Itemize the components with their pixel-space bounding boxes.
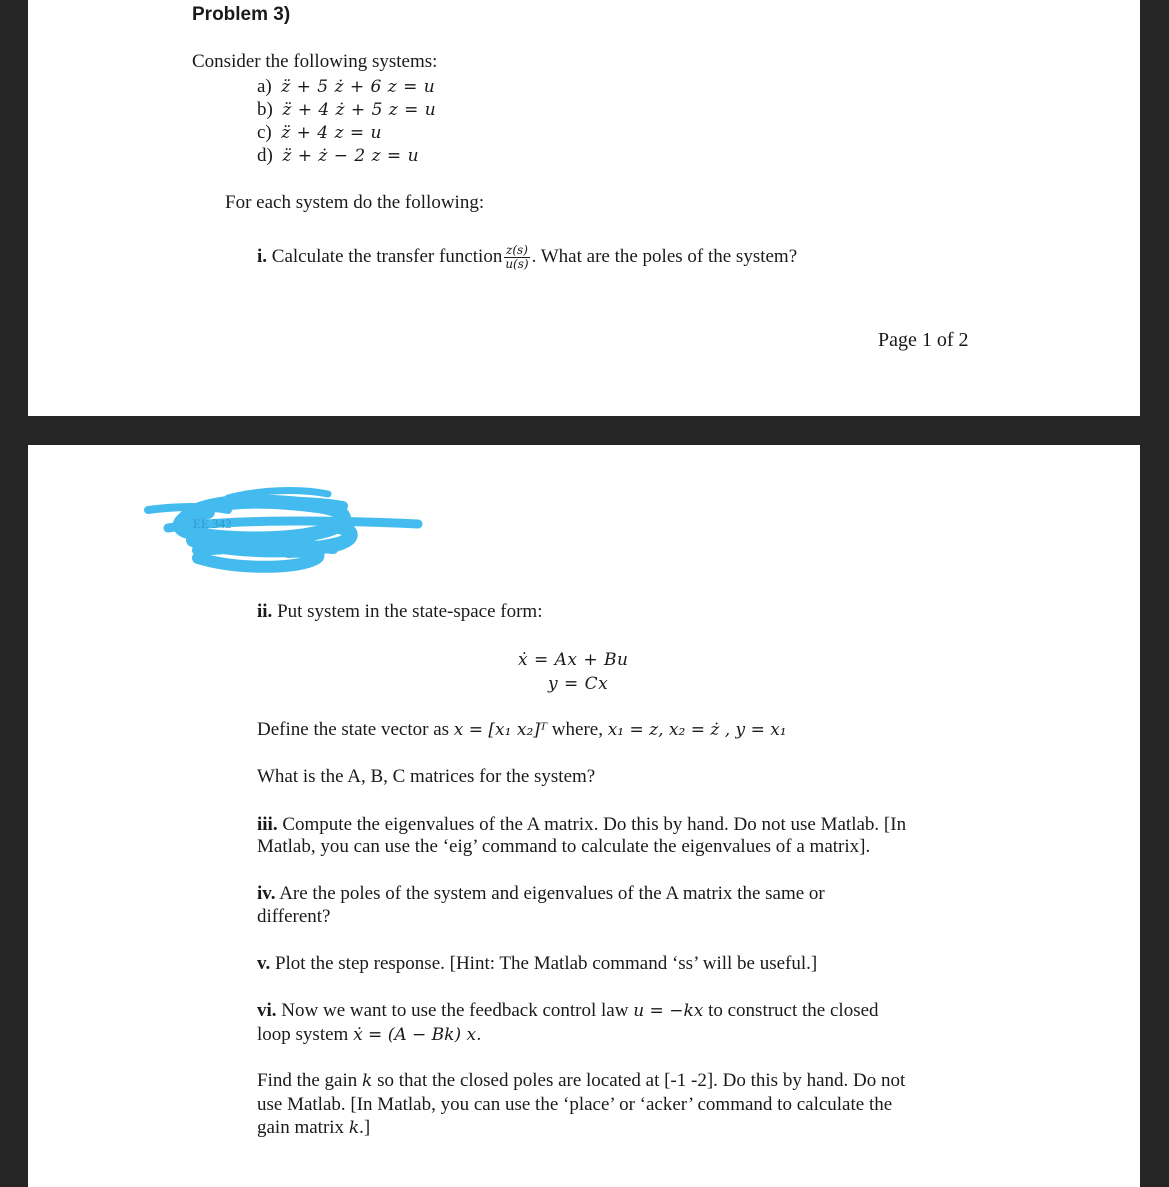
part-number: v. bbox=[257, 953, 271, 974]
part-iv-text: Are the poles of the system and eigenvalues of the A matrix the same or bbox=[279, 883, 825, 904]
part-i bbox=[257, 243, 797, 271]
system-equation: z̈ + 4 ż + 5 z = u bbox=[282, 100, 437, 120]
find-gain-line-3 bbox=[257, 1117, 370, 1139]
system-label: c) bbox=[257, 122, 272, 143]
gain-symbol: k bbox=[348, 1118, 360, 1138]
system-equation: z̈ + ż − 2 z = u bbox=[282, 146, 420, 166]
part-number: iv. bbox=[257, 883, 276, 904]
find-text-d: .] bbox=[359, 1117, 371, 1138]
problem-heading: Problem 3) bbox=[192, 4, 291, 25]
system-a bbox=[257, 76, 435, 98]
part-vi-text-a: Now we want to use the feedback control law bbox=[281, 1000, 629, 1021]
part-iii-line-2: Matlab, you can use the ‘eig’ command to calculate the eigenvalues of a matrix]. bbox=[257, 836, 871, 857]
system-label: b) bbox=[257, 99, 273, 120]
fraction-denominator: u(s) bbox=[505, 257, 529, 272]
part-ii bbox=[257, 601, 542, 623]
fraction-numerator: z(s) bbox=[506, 243, 528, 258]
part-i-text: Calculate the transfer function bbox=[271, 246, 503, 267]
state-equation: ẋ = Ax + Bu bbox=[518, 650, 629, 670]
part-number: i. bbox=[257, 246, 268, 267]
define-where: where, bbox=[551, 719, 603, 740]
control-law: u = −kx bbox=[633, 1001, 704, 1021]
define-math-1: x = [x₁ x₂]ᵀ bbox=[453, 720, 548, 740]
part-number: vi. bbox=[257, 1000, 277, 1021]
closed-loop-equation: ẋ = (A − Bk) x. bbox=[353, 1025, 482, 1045]
define-math-2: x₁ = z, x₂ = ż , y = x₁ bbox=[607, 720, 787, 740]
find-gain-line-1 bbox=[257, 1070, 905, 1092]
output-equation: y = Cx bbox=[548, 674, 609, 694]
gain-symbol: k bbox=[362, 1071, 373, 1091]
find-text-a: Find the gain bbox=[257, 1070, 358, 1091]
part-vi-line-1 bbox=[257, 1000, 879, 1022]
system-label: d) bbox=[257, 145, 273, 166]
part-iii-line-1 bbox=[257, 814, 906, 836]
system-equation: z̈ + 5 ż + 6 z = u bbox=[281, 77, 436, 97]
part-i-question: . What are the poles of the system? bbox=[531, 246, 798, 267]
find-gain-line-2: use Matlab. [In Matlab, you can use the ‘place’ or ‘acker’ command to calculate the bbox=[257, 1094, 893, 1115]
find-text-c: gain matrix bbox=[257, 1117, 345, 1138]
matrices-question: What is the A, B, C matrices for the system? bbox=[257, 766, 596, 787]
redacted-course-code: EE 342 bbox=[193, 516, 232, 531]
page-2 bbox=[28, 445, 1140, 1187]
part-vi-text-b: to construct the closed bbox=[708, 1000, 879, 1021]
redaction-scribble bbox=[138, 470, 423, 580]
intro-text: Consider the following systems: bbox=[192, 51, 438, 72]
part-v-text: Plot the step response. [Hint: The Matlab command ‘ss’ will be useful.] bbox=[274, 953, 818, 974]
system-label: a) bbox=[257, 76, 272, 97]
part-iii-text: Compute the eigenvalues of the A matrix. Do this by hand. Do not use Matlab. [In bbox=[282, 814, 907, 835]
system-equation: z̈ + 4 z = u bbox=[281, 123, 382, 143]
system-c bbox=[257, 122, 382, 144]
part-number: iii. bbox=[257, 814, 278, 835]
state-vector-definition bbox=[257, 719, 787, 741]
part-iv-line-2: different? bbox=[257, 906, 331, 927]
define-prefix: Define the state vector as bbox=[257, 719, 450, 740]
part-iv-line-1 bbox=[257, 883, 825, 905]
part-ii-text: Put system in the state-space form: bbox=[277, 601, 543, 622]
page-1 bbox=[28, 0, 1140, 416]
part-vi-text-c: loop system bbox=[257, 1024, 349, 1045]
system-b bbox=[257, 99, 436, 121]
page-number: Page 1 of 2 bbox=[878, 329, 969, 351]
part-number: ii. bbox=[257, 601, 273, 622]
transfer-function-fraction bbox=[504, 244, 529, 271]
part-v bbox=[257, 953, 817, 975]
system-d bbox=[257, 145, 419, 167]
part-vi-line-2 bbox=[257, 1024, 481, 1046]
for-each-text: For each system do the following: bbox=[225, 192, 485, 213]
find-text-b: so that the closed poles are located at [-1 -2]. Do this by hand. Do not bbox=[377, 1070, 906, 1091]
